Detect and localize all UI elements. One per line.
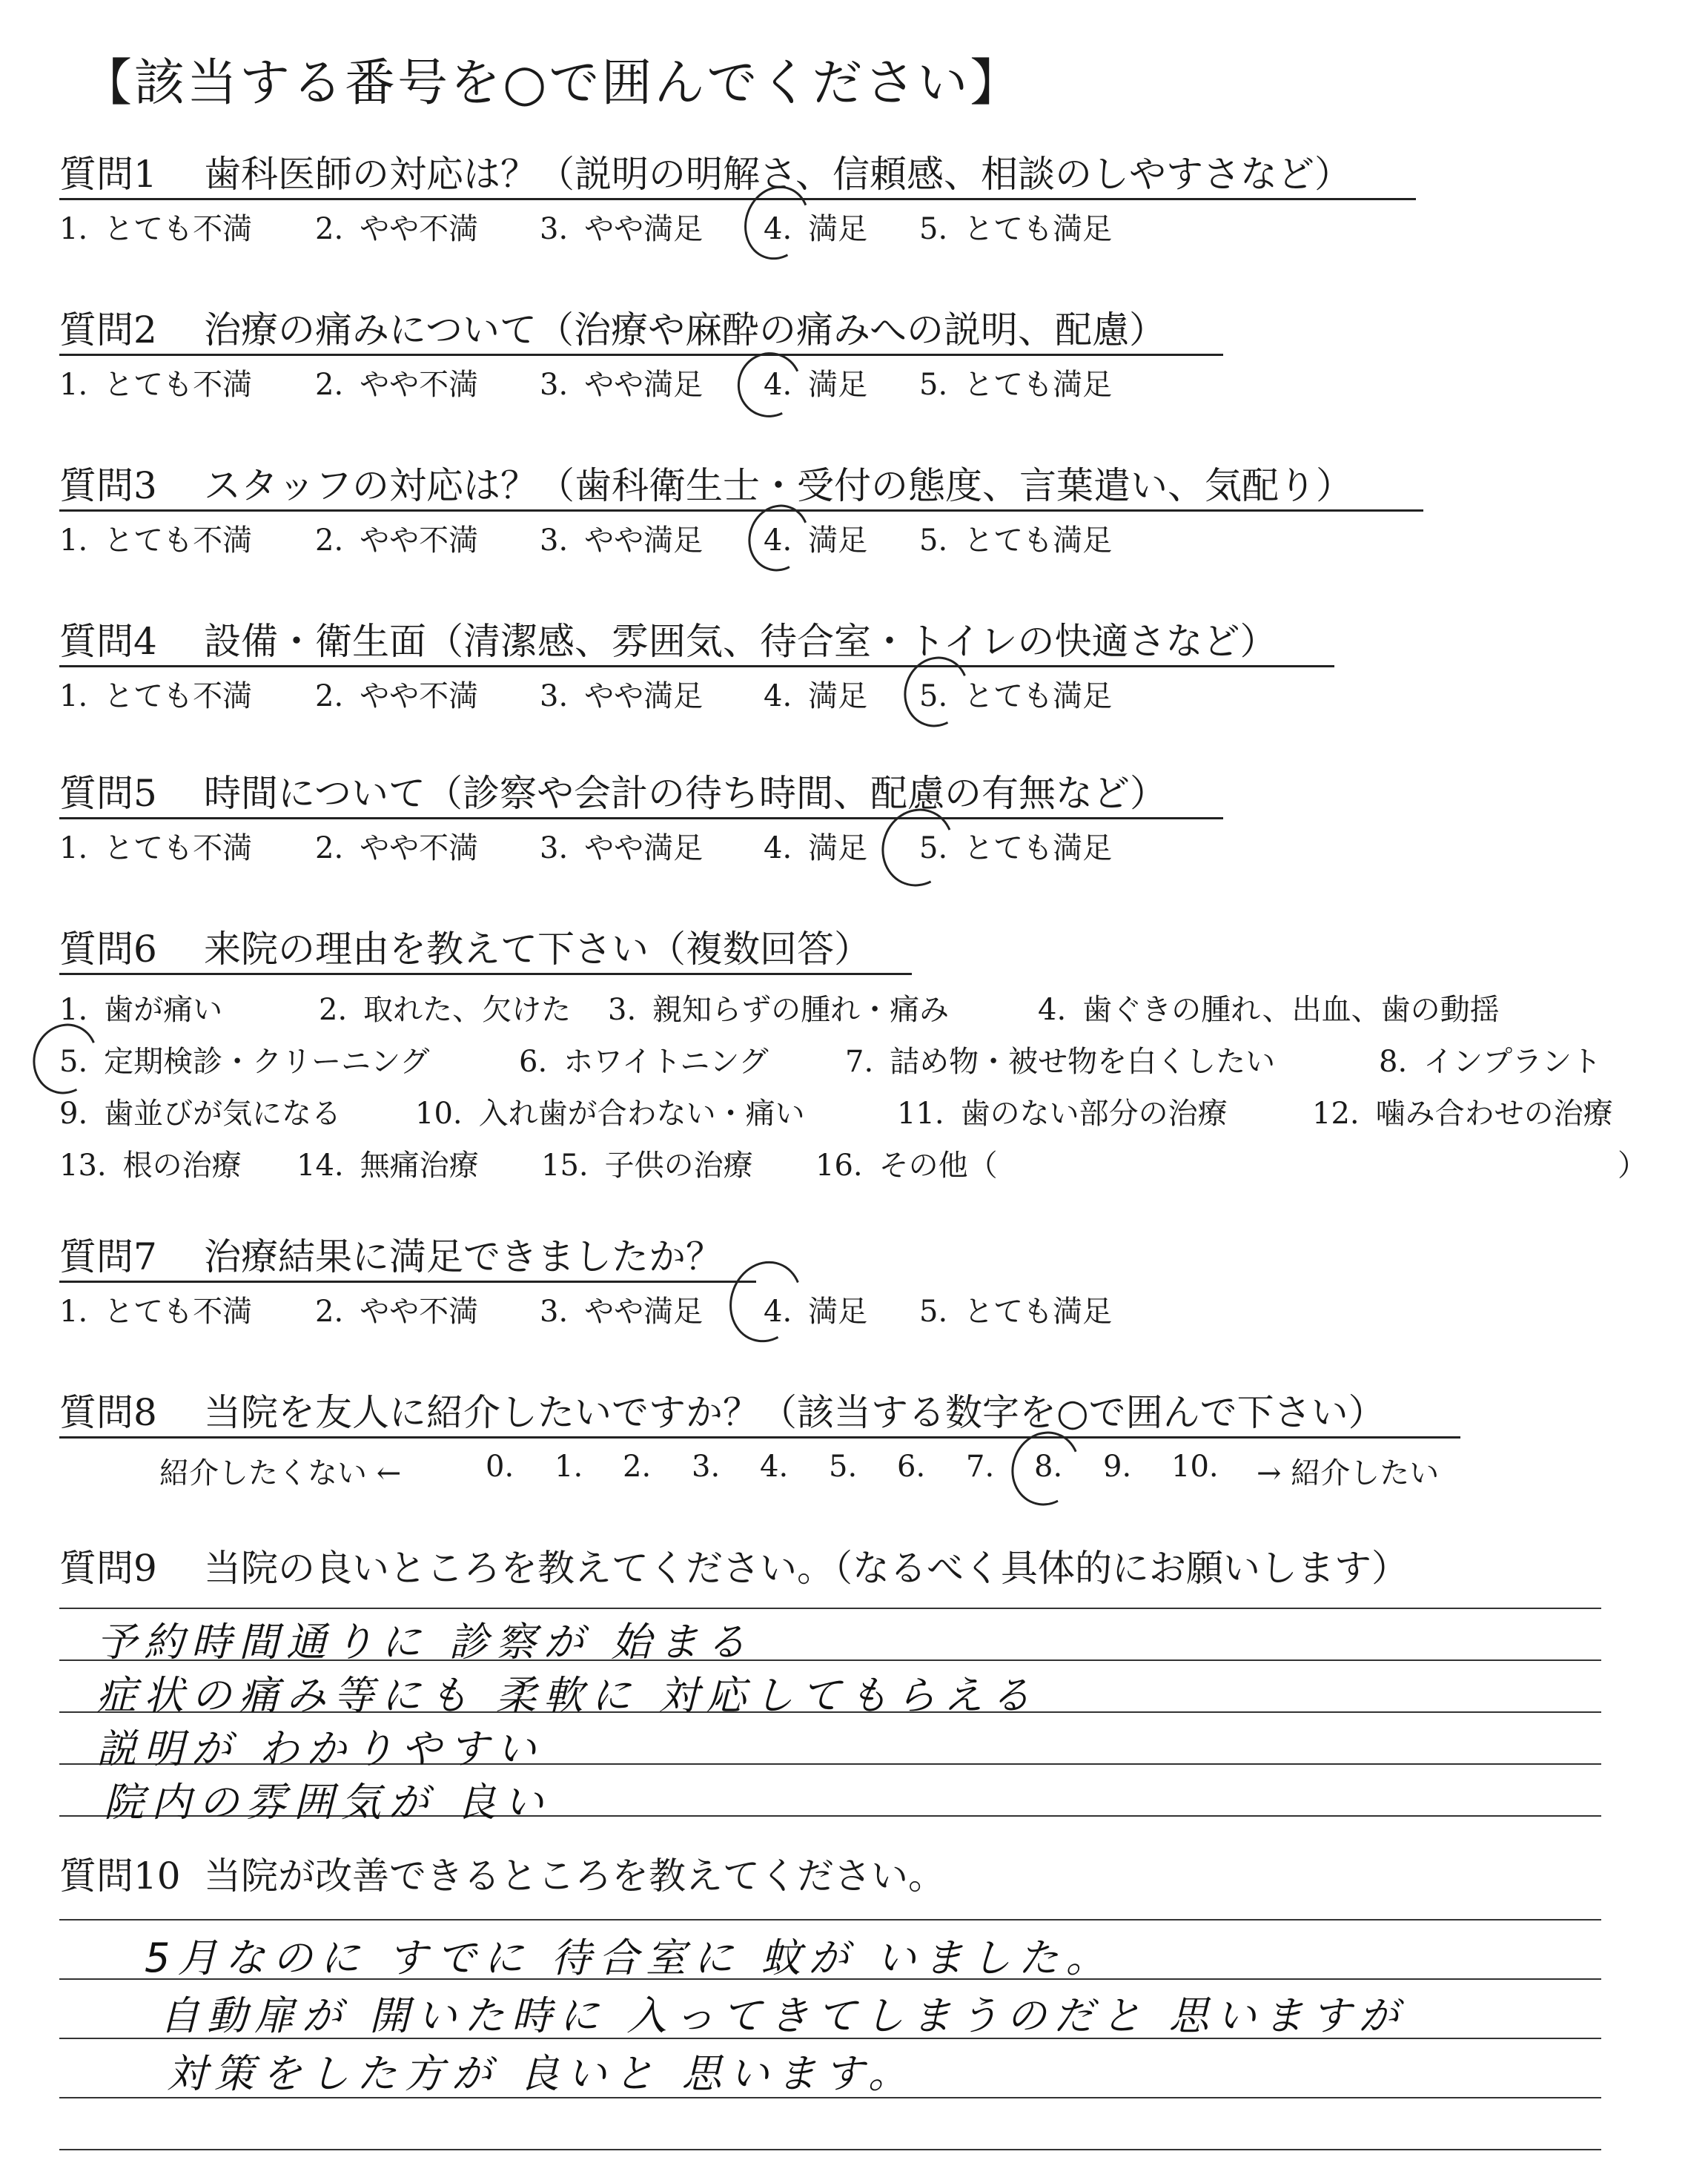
q6-option-9[interactable]: 9. 歯並びが気になる (59, 1097, 342, 1131)
q9-answer-4[interactable]: 院内の雰囲気が 良い (104, 1779, 552, 1826)
q6-option-13[interactable]: 13. 根の治療 (59, 1149, 242, 1183)
q2-option-4[interactable]: 4. 満足 (764, 368, 868, 402)
q5-option-1[interactable]: 1. とても不満 (59, 831, 253, 865)
question-8 (59, 1390, 1386, 1435)
q4-option-2[interactable]: 2. やや不満 (315, 679, 479, 713)
q5-option-4[interactable]: 4. 満足 (764, 831, 868, 865)
q9-answer-line-1 (59, 1608, 1601, 1609)
q6-other-close-paren: ） (1618, 1149, 1647, 1183)
question-9-text: 当院の良いところを教えてください。（なるべく具体的にお願いします） (204, 1547, 1409, 1590)
q8-scale-10[interactable]: 10. (1171, 1450, 1219, 1484)
question-5 (59, 771, 1167, 816)
q10-answer-2[interactable]: 自動扉が 開いた時に 入ってきてしまうのだと 思いますが (159, 1992, 1406, 2039)
q8-scale-5[interactable]: 5. (829, 1450, 858, 1484)
question-6-number: 質問6 (59, 928, 157, 971)
q8-scale-3[interactable]: 3. (692, 1450, 721, 1484)
q8-right-label: → 紹介したい (1257, 1456, 1440, 1490)
q3-option-4[interactable]: 4. 満足 (764, 524, 868, 558)
q6-option-3[interactable]: 3. 親知らずの腫れ・痛み (608, 993, 950, 1027)
q8-scale-6[interactable]: 6. (897, 1450, 926, 1484)
q6-option-5[interactable]: 5. 定期検診・クリーニング (59, 1045, 430, 1079)
question-7-number: 質問7 (59, 1235, 157, 1278)
q8-left-label: 紹介したくない ← (159, 1456, 402, 1490)
question-3-underline (59, 509, 1423, 512)
q2-option-2[interactable]: 2. やや不満 (315, 368, 479, 402)
q2-option-5[interactable]: 5. とても満足 (919, 368, 1113, 402)
q1-option-1[interactable]: 1. とても不満 (59, 212, 253, 246)
q2-option-3[interactable]: 3. やや満足 (540, 368, 704, 402)
question-6-underline (59, 973, 912, 975)
question-3-number: 質問3 (59, 464, 157, 507)
q3-selection-circle (739, 496, 818, 580)
q4-option-3[interactable]: 3. やや満足 (540, 679, 704, 713)
q7-option-2[interactable]: 2. やや不満 (315, 1295, 479, 1329)
question-2-text: 治療の痛みについて（治療や麻酔の痛みへの説明、配慮） (204, 308, 1166, 351)
q4-option-5[interactable]: 5. とても満足 (919, 679, 1113, 713)
question-5-number: 質問5 (59, 772, 157, 815)
q8-scale-2[interactable]: 2. (623, 1450, 652, 1484)
q6-option-4[interactable]: 4. 歯ぐきの腫れ、出血、歯の動揺 (1038, 993, 1500, 1027)
question-6-text: 来院の理由を教えて下さい（複数回答） (204, 928, 871, 971)
question-6-options (59, 986, 1653, 1194)
q7-option-4[interactable]: 4. 満足 (764, 1295, 868, 1329)
q8-scale-0[interactable]: 0. (486, 1450, 514, 1484)
q6-option-11[interactable]: 11. 歯のない部分の治療 (897, 1097, 1228, 1131)
question-5-text: 時間について（診察や会計の待ち時間、配慮の有無など） (204, 772, 1167, 815)
question-8-number: 質問8 (59, 1391, 157, 1434)
q1-option-3[interactable]: 3. やや満足 (540, 212, 704, 246)
q5-option-3[interactable]: 3. やや満足 (540, 831, 704, 865)
q7-option-5[interactable]: 5. とても満足 (919, 1295, 1113, 1329)
question-4-underline (59, 665, 1334, 667)
page-heading: 【該当する番号を○で囲んでください】 (82, 54, 1023, 113)
question-4-text: 設備・衛生面（清潔感、雰囲気、待合室・トイレの快適さなど） (204, 620, 1277, 663)
q6-option-15[interactable]: 15. 子供の治療 (541, 1149, 753, 1183)
question-8-underline (59, 1436, 1460, 1439)
question-8-text: 当院を友人に紹介したいですか？（該当する数字を○で囲んで下さい） (204, 1391, 1386, 1434)
question-6 (59, 927, 871, 971)
q9-answer-2[interactable]: 症状の痛み等にも 柔軟に 対応してもらえる (96, 1672, 1039, 1719)
q3-option-3[interactable]: 3. やや満足 (540, 524, 704, 558)
question-2-number: 質問2 (59, 308, 157, 351)
q10-answer-line-5 (59, 2149, 1601, 2150)
q10-answer-line-1 (59, 1919, 1601, 1920)
q8-scale-8[interactable]: 8. (1034, 1450, 1063, 1484)
q3-option-5[interactable]: 5. とても満足 (919, 524, 1113, 558)
q6-option-10[interactable]: 10. 入れ歯が合わない・痛い (415, 1097, 805, 1131)
question-3 (59, 463, 1353, 508)
question-10-text: 当院が改善できるところを教えてください。 (204, 1855, 945, 1898)
q7-option-1[interactable]: 1. とても不満 (59, 1295, 253, 1329)
question-3-text: スタッフの対応は？（歯科衛生士・受付の態度、言葉遣い、気配り） (204, 464, 1353, 507)
q4-option-1[interactable]: 1. とても不満 (59, 679, 253, 713)
q8-scale-1[interactable]: 1. (555, 1450, 583, 1484)
q5-option-5[interactable]: 5. とても満足 (919, 831, 1113, 865)
q3-option-2[interactable]: 2. やや不満 (315, 524, 479, 558)
q8-scale-4[interactable]: 4. (760, 1450, 789, 1484)
question-4 (59, 619, 1277, 664)
q5-option-2[interactable]: 2. やや不満 (315, 831, 479, 865)
q7-selection-circle (718, 1251, 813, 1353)
q9-answer-1[interactable]: 予約時間通りに 診察が 始まる (96, 1619, 754, 1665)
q4-option-4[interactable]: 4. 満足 (764, 679, 868, 713)
question-1 (59, 152, 1351, 196)
question-9 (59, 1546, 1409, 1591)
question-7-underline (59, 1281, 756, 1283)
question-1-text: 歯科医師の対応は？（説明の明解さ、信頼感、相談のしやすさなど） (204, 153, 1351, 196)
question-1-number: 質問1 (59, 153, 157, 196)
question-7-text: 治療結果に満足できましたか？ (204, 1235, 723, 1278)
question-9-number: 質問9 (59, 1547, 157, 1590)
q7-option-3[interactable]: 3. やや満足 (540, 1295, 704, 1329)
question-7 (59, 1235, 723, 1279)
question-10 (59, 1854, 945, 1898)
q1-option-5[interactable]: 5. とても満足 (919, 212, 1113, 246)
question-5-underline (59, 817, 1223, 819)
question-10-number: 質問10 (59, 1855, 181, 1898)
q6-option-2[interactable]: 2. 取れた、欠けた (319, 993, 572, 1027)
q10-answer-1[interactable]: 5月なのに すでに 待合室に 蚊が いました。 (145, 1935, 1113, 1981)
question-1-underline (59, 198, 1416, 200)
q8-scale-7[interactable]: 7. (966, 1450, 995, 1484)
q10-answer-3[interactable]: 対策をした方が 良いと 思います。 (167, 2050, 916, 2097)
q9-answer-3[interactable]: 説明が わかりやすい (96, 1725, 544, 1772)
q1-option-4[interactable]: 4. 満足 (764, 212, 868, 246)
q6-option-8[interactable]: 8. インプラント (1379, 1045, 1602, 1079)
q2-option-1[interactable]: 1. とても不満 (59, 368, 253, 402)
q6-option-1[interactable]: 1. 歯が痛い (59, 993, 223, 1027)
question-8-scale (159, 1450, 1568, 1494)
q6-option-7[interactable]: 7. 詰め物・被せ物を白くしたい (845, 1045, 1276, 1079)
question-4-number: 質問4 (59, 620, 157, 663)
q6-option-12[interactable]: 12. 噛み合わせの治療 (1312, 1097, 1613, 1131)
q6-option-6[interactable]: 6. ホワイトニング (519, 1045, 769, 1079)
q6-option-16[interactable]: 16. その他（ (815, 1149, 998, 1183)
q6-option-14[interactable]: 14. 無痛治療 (297, 1149, 479, 1183)
q8-scale-9[interactable]: 9. (1103, 1450, 1132, 1484)
question-2 (59, 308, 1166, 352)
question-2-underline (59, 354, 1223, 356)
q1-option-2[interactable]: 2. やや不満 (315, 212, 479, 246)
q3-option-1[interactable]: 1. とても不満 (59, 524, 253, 558)
